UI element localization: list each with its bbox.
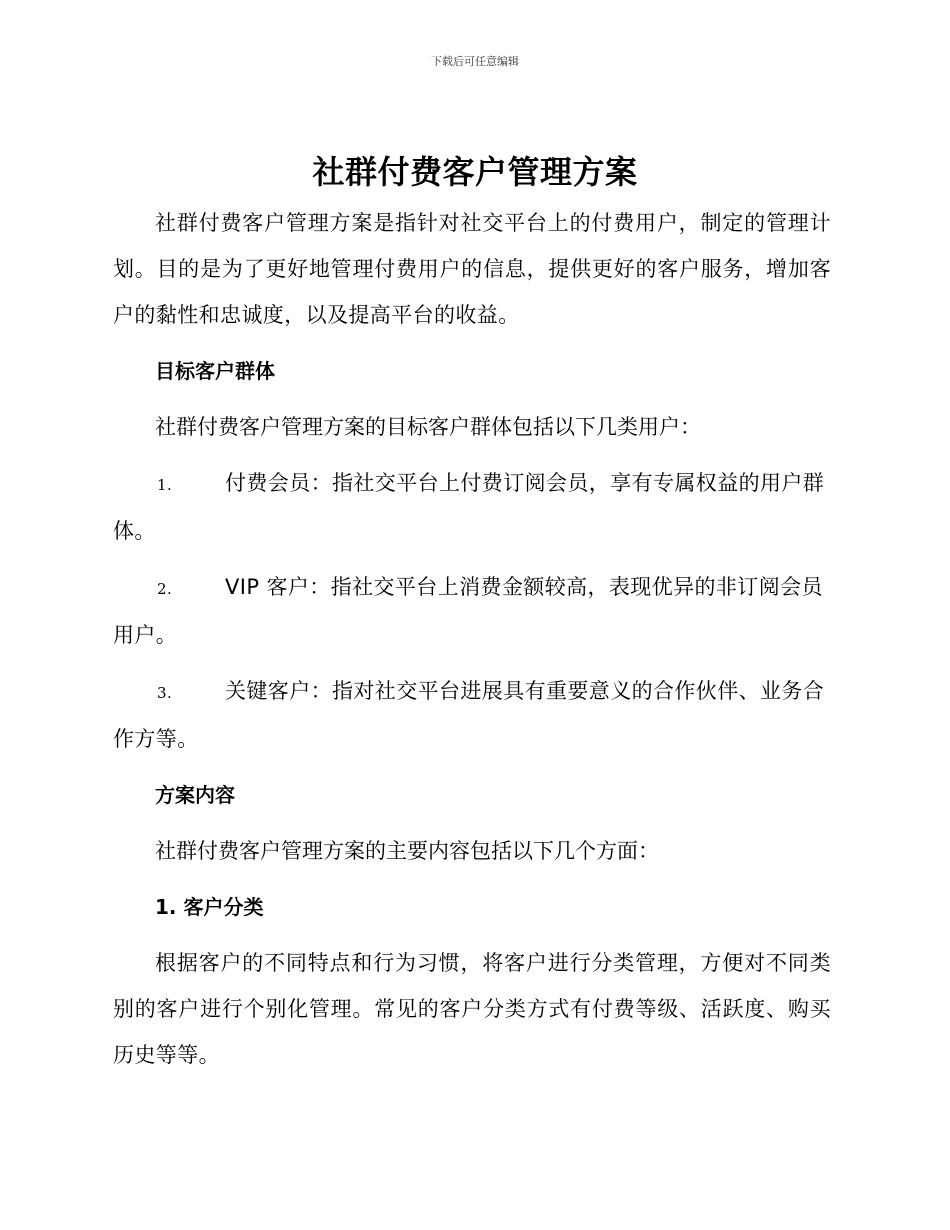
list-item-number: 3. [157,684,173,702]
intro-paragraph: 社群付费客户管理方案是指针对社交平台上的付费用户，制定的管理计划。目的是为了更好地管理付费用户的信息，提供更好的客户服务，增加客户的黏性和忠诚度，以及提高平台的收益。 [113,211,831,327]
list-item [113,460,831,554]
document-title: 社群付费客户管理方案 [312,153,638,191]
list-item-number: 1. [157,476,173,494]
list-item-text: VIP 客户：指社交平台上消费金额较高，表现优异的非订阅会员用户。 [113,575,823,647]
section-heading-target-customers: 目标客户群体 [155,359,275,383]
section-intro-plan-content: 社群付费客户管理方案的主要内容包括以下几个方面： [155,839,659,863]
document-body [113,200,831,1078]
list-item [113,668,831,762]
list-item-number: 2. [157,580,173,598]
subsection-heading-customer-classification: 1. 客户分类 [155,895,264,919]
section-heading-plan-content: 方案内容 [155,783,235,807]
list-item-text: 关键客户：指对社交平台进展具有重要意义的合作伙伴、业务合作方等。 [113,679,825,751]
list-item-text: 付费会员：指社交平台上付费订阅会员，享有专属权益的用户群体。 [113,471,825,543]
list-item [113,564,831,658]
subsection-body-customer-classification: 根据客户的不同特点和行为习惯，将客户进行分类管理，方便对不同类别的客户进行个别化管理。常见的客户分类方式有付费等级、活跃度、购买历史等等。 [113,951,831,1067]
header-note: 下载后可任意编辑 [431,55,519,68]
section-intro-target-customers: 社群付费客户管理方案的目标客户群体包括以下几类用户： [155,415,701,439]
